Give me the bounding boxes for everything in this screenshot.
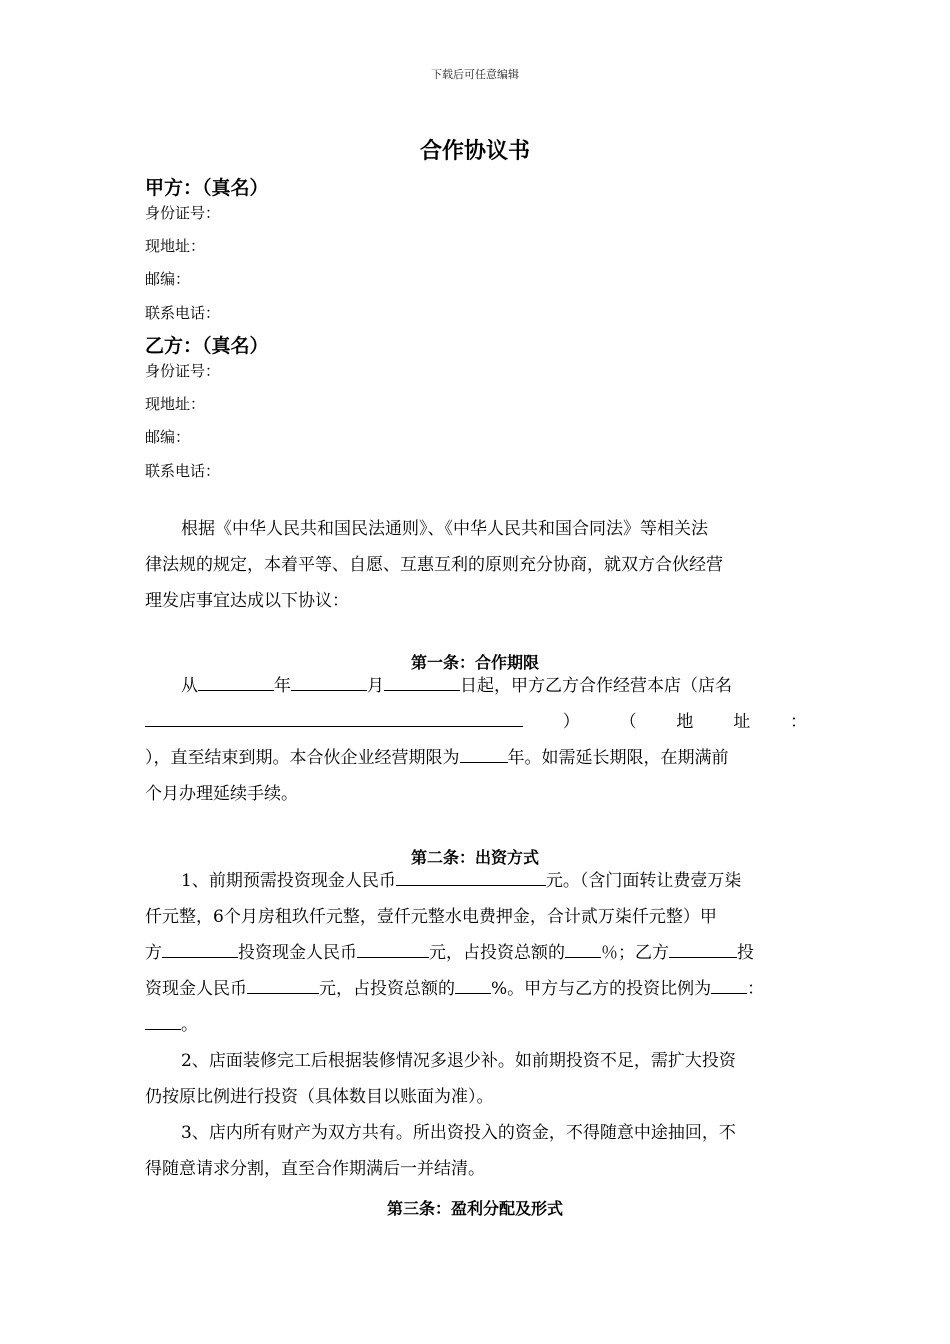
text: 资现金人民币 (145, 979, 247, 999)
text: 元，占投资总额的 (319, 979, 455, 999)
party-a-address-field: 现地址： (145, 237, 206, 255)
article-1-line (145, 668, 807, 704)
article-3-title: 第三条：盈利分配及形式 (386, 1199, 563, 1218)
intro-line: 律法规的规定，本着平等、自愿、互惠互利的原则充分协商，就双方合伙经营 (145, 555, 723, 575)
party-b-id-field: 身份证号： (145, 362, 221, 380)
text: 址 (733, 712, 751, 732)
text: 地 (676, 712, 694, 732)
blank-line (460, 744, 508, 763)
text: 元，占投资总额的 (429, 943, 565, 963)
text: 方 (145, 943, 162, 963)
article-2-line: 3、店内所有财产为双方共有。所出资投入的资金，不得随意中途抽回，不 (181, 1123, 736, 1143)
blank-line (198, 672, 274, 691)
article-1-title: 第一条：合作期限 (410, 653, 539, 672)
party-a-name: 甲方：（真名） (145, 177, 269, 199)
document-title: 合作协议书 (419, 138, 530, 164)
party-b-address-field: 现地址： (145, 395, 206, 413)
text: ） (562, 712, 580, 732)
party-b-phone-field: 联系电话： (145, 462, 221, 480)
blank-line (565, 939, 601, 958)
party-b-postcode-field: 邮编： (145, 428, 191, 446)
article-2-line (145, 863, 807, 899)
article-2-title: 第二条：出资方式 (410, 848, 539, 867)
blank-line (247, 975, 319, 994)
text: 从 (181, 676, 198, 696)
article-2-line (145, 1007, 807, 1043)
blank-line (162, 939, 238, 958)
article-2-line: 仍按原比例进行投资（具体数目以账面为准）。 (145, 1087, 494, 1107)
text: 投 (737, 943, 754, 963)
blank-line (291, 672, 367, 691)
article-1-line (145, 740, 807, 776)
text: %。甲方与乙方的投资比例为 (491, 979, 712, 999)
blank-line (455, 975, 491, 994)
intro-line: 理发店事宜达成以下协议： (145, 591, 349, 611)
text: （ (619, 712, 637, 732)
text: 。 (181, 1015, 198, 1035)
text: 1、前期预需投资现金人民币 (181, 871, 396, 891)
text: 投资现金人民币 (238, 943, 357, 963)
party-a-phone-field: 联系电话： (145, 304, 221, 322)
party-a-postcode-field: 邮编： (145, 270, 191, 288)
article-2-line: 仟元整，6个月房租玖仟元整，壹仟元整水电费押金，合计贰万柒仟元整）甲 (145, 907, 717, 927)
blank-line (357, 939, 429, 958)
intro-paragraph (145, 511, 807, 619)
blank-line (145, 1011, 181, 1030)
header-note: 下载后可任意编辑 (431, 68, 519, 81)
text: ： (789, 712, 807, 732)
blank-line (384, 672, 460, 691)
article-2-body (145, 863, 807, 1187)
blank-line (669, 939, 737, 958)
blank-line (396, 867, 546, 886)
text: 元。（含门面转让费壹万柒 (545, 871, 742, 891)
text: 年 (274, 676, 291, 696)
article-2-line: 得随意请求分割，直至合作期满后一并结清。 (145, 1159, 485, 1179)
text: ： (747, 979, 765, 999)
blank-line (711, 975, 747, 994)
blank-line (145, 708, 523, 727)
article-1-body (145, 668, 807, 812)
article-2-line: 2、店面装修完工后根据装修情况多退少补。如前期投资不足，需扩大投资 (181, 1051, 736, 1071)
party-a-id-field: 身份证号： (145, 204, 221, 222)
text: ），直至结束到期。本合伙企业经营期限为 (145, 748, 460, 768)
intro-line: 根据《中华人民共和国民法通则》、《中华人民共和国合同法》等相关法 (181, 519, 708, 539)
text: 年。如需延长期限，在期满前 (507, 748, 729, 768)
text: 日起，甲方乙方合作经营本店（店名 (460, 676, 732, 696)
text: ％；乙方 (601, 943, 669, 963)
article-1-line (145, 704, 807, 740)
article-1-line: 个月办理延续手续。 (145, 784, 298, 804)
article-2-line (145, 935, 807, 971)
text: 月 (367, 676, 384, 696)
party-b-name: 乙方：（真名） (145, 335, 269, 357)
article-2-line (145, 971, 807, 1007)
